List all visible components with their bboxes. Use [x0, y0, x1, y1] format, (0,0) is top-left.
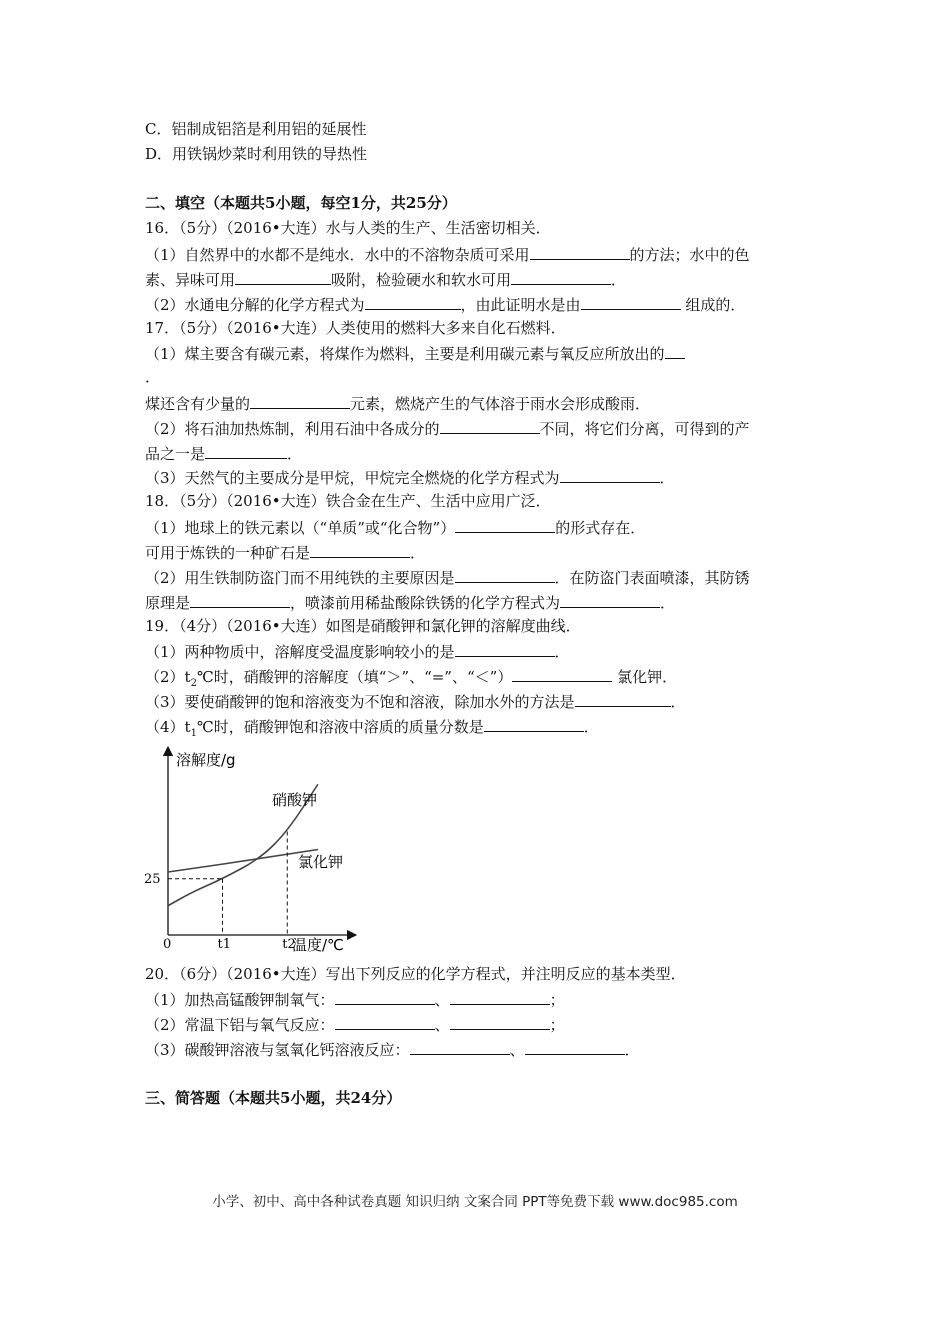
q20-line3: （3）碳酸钾溶液与氢氧化钙溶液反应： 、 ．	[145, 1041, 640, 1059]
x-tick-label-1: t1	[217, 937, 232, 952]
answer-blank[interactable]	[560, 592, 660, 608]
answer-blank[interactable]	[525, 1039, 625, 1055]
answer-blank[interactable]	[335, 1014, 435, 1030]
q17-head: 17．（5分）（2016•大连）人类使用的燃料大多来自化石燃料．	[145, 319, 566, 337]
answer-blank[interactable]	[455, 567, 555, 583]
answer-blank[interactable]	[484, 716, 584, 732]
q18-line4: 原理是 ，喷漆前用稀盐酸除铁锈的化学方程式为 ．	[145, 594, 676, 612]
answer-blank[interactable]	[455, 517, 555, 533]
answer-blank[interactable]	[250, 393, 350, 409]
series-label-1: 硝酸钾	[272, 791, 318, 809]
q19-head: 19．（4分）（2016•大连）如图是硝酸钾和氯化钾的溶解度曲线．	[145, 617, 581, 635]
answer-blank[interactable]	[511, 269, 611, 285]
answer-blank[interactable]	[205, 443, 287, 459]
q20-line1: （1）加热高锰酸钾制氧气： 、 ；	[145, 991, 565, 1009]
option-c: C．铝制成铝箔是利用铝的延展性	[145, 120, 367, 138]
q17-line4: （2）将石油加热炼制，利用石油中各成分的 不同，将它们分离，可得到的产	[145, 420, 750, 438]
series-curve-2	[168, 850, 318, 873]
q19-line2: $(2)t_2℃$时，硝酸钾的溶解度（填“＞”、“=”、“＜”） 氯化钾．	[145, 668, 678, 689]
y-tick-label: 25	[144, 872, 161, 887]
answer-blank[interactable]	[581, 294, 681, 310]
q16-head: 16．（5分）（2016•大连）水与人类的生产、生活密切相关．	[145, 219, 551, 237]
option-d: D．用铁锅炒菜时利用铁的导热性	[145, 145, 368, 163]
y-axis-label: 溶解度/g	[176, 751, 236, 769]
x-axis-label: 温度/℃	[292, 936, 344, 954]
answer-blank[interactable]	[410, 1039, 510, 1055]
series-label-2: 氯化钾	[298, 853, 344, 871]
q16-line1: （1）自然界中的水都不是纯水．水中的不溶物杂质可采用 的方法；水中的色	[145, 246, 750, 264]
q18-line2: 可用于炼铁的一种矿石是 ．	[145, 544, 426, 562]
q17-line2: ．	[145, 368, 161, 386]
answer-blank[interactable]	[190, 592, 290, 608]
q19-line4: $(4)t_1℃$时，硝酸钾饱和溶液中溶质的质量分数是 ．	[145, 718, 599, 739]
answer-blank[interactable]	[440, 418, 540, 434]
page-footer: 小学、初中、高中各种试卷真题 知识归纳 文案合同 PPT等免费下载 www.doc985.com	[212, 1194, 738, 1210]
origin-label: 0	[163, 937, 172, 952]
q16-line3: （2）水通电分解的化学方程式为 ，由此证明水是由 组成的．	[145, 296, 746, 314]
q19-line3: （3）要使硝酸钾的饱和溶液变为不饱和溶液，除加水外的方法是 ．	[145, 693, 686, 711]
answer-blank[interactable]	[450, 989, 550, 1005]
answer-blank[interactable]	[310, 542, 410, 558]
q18-line3: （2）用生铁制防盗门而不用纯铁的主要原因是 ．在防盗门表面喷漆，其防锈	[145, 569, 750, 587]
answer-blank[interactable]	[235, 269, 331, 285]
section2-title: 二、填空（本题共5小题，每空1分，共25分）	[145, 194, 457, 212]
answer-blank[interactable]	[335, 989, 435, 1005]
section3-title: 三、简答题（本题共5小题，共24分）	[145, 1089, 402, 1107]
answer-blank[interactable]	[450, 1014, 550, 1030]
answer-blank[interactable]	[560, 467, 660, 483]
q18-head: 18．（5分）（2016•大连）铁合金在生产、生活中应用广泛．	[145, 492, 551, 510]
answer-blank[interactable]	[665, 343, 685, 359]
answer-blank[interactable]	[365, 294, 461, 310]
q19-line1: （1）两种物质中，溶解度受温度影响较小的是 ．	[145, 643, 570, 661]
q17-line6: （3）天然气的主要成分是甲烷，甲烷完全燃烧的化学方程式为 ．	[145, 469, 675, 487]
q20-head: 20．（6分）（2016•大连）写出下列反应的化学方程式，并注明反应的基本类型．	[145, 965, 686, 983]
answer-blank[interactable]	[575, 691, 671, 707]
solubility-chart	[140, 745, 370, 955]
answer-blank[interactable]	[455, 641, 555, 657]
q16-line2: 素、异味可用 吸附，检验硬水和软水可用 ．	[145, 271, 627, 289]
answer-blank[interactable]	[512, 666, 612, 682]
x-tick-label-2: t2	[282, 937, 296, 952]
q17-line3: 煤还含有少量的 元素，燃烧产生的气体溶于雨水会形成酸雨．	[145, 395, 651, 413]
q20-line2: （2）常温下铝与氧气反应： 、 ；	[145, 1016, 565, 1034]
answer-blank[interactable]	[530, 244, 630, 260]
q17-line1: （1）煤主要含有碳元素，将煤作为燃料，主要是利用碳元素与氧反应所放出的	[145, 343, 685, 364]
q17-line5: 品之一是 ．	[145, 445, 303, 463]
q18-line1: （1）地球上的铁元素以（“单质”或“化合物”） 的形式存在．	[145, 519, 646, 537]
